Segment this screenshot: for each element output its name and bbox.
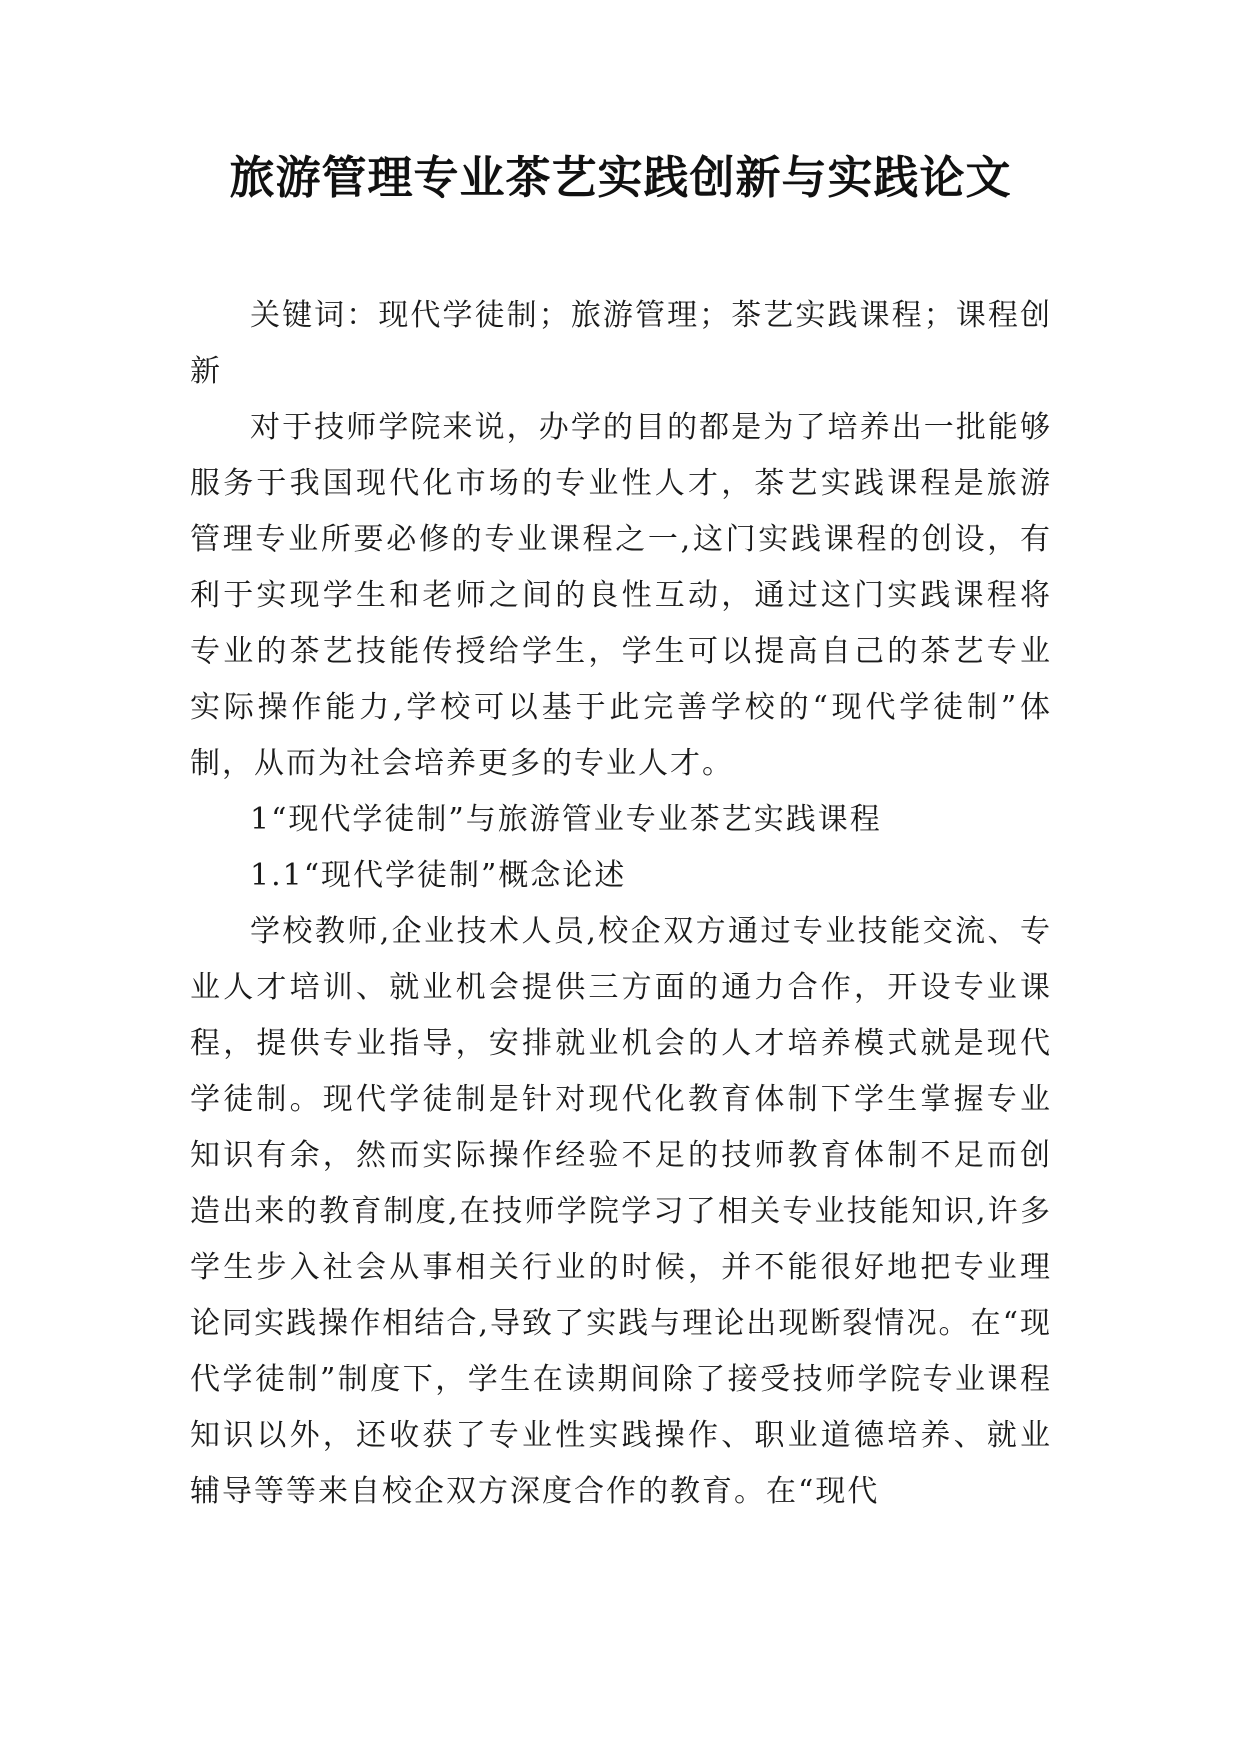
document-title: 旅游管理专业茶艺实践创新与实践论文 (229, 151, 1012, 204)
body-paragraph: 学校教师,企业技术人员,校企双方通过专业技能交流、专业人才培训、就业机会提供三方面的通力合作，开设专业课程，提供专业指导，安排就业机会的人才培养模式就是现代学徒制。现代学徒制是针对现代化教育体制下学生掌握专业知识有余，然而实际操作经验不足的技师教育体制不足而创造出来的教育制度,在技师学院学习了相关专业技能知识,许多学生步入社会从事相关行业的时候，并不能很好地把专业理论同实践操作相结合,导致了实践与理论出现断裂情况。在“现代学徒制”制度下，学生在读期间除了接受技师学院专业课程知识以外，还收获了专业性实践操作、职业道德培养、就业辅导等等来自校企双方深度合作的教育。在“现代 (190, 914, 1052, 1509)
intro-paragraph: 对于技师学院来说，办学的目的都是为了培养出一批能够服务于我国现代化市场的专业性人才，茶艺实践课程是旅游管理专业所要必修的专业课程之一,这门实践课程的创设，有利于实现学生和老师之间的良性互动，通过这门实践课程将专业的茶艺技能传授给学生，学生可以提高自己的茶艺专业实际操作能力,学校可以基于此完善学校的“现代学徒制”体制，从而为社会培养更多的专业人才。 (190, 410, 1052, 781)
document-body (190, 288, 1052, 1520)
section-heading-1-1: 1.1“现代学徒制”概念论述 (250, 858, 627, 893)
section-heading-1: 1“现代学徒制”与旅游管业专业茶艺实践课程 (250, 802, 882, 837)
keywords-paragraph: 关键词：现代学徒制；旅游管理；茶艺实践课程；课程创新 (190, 298, 1052, 389)
